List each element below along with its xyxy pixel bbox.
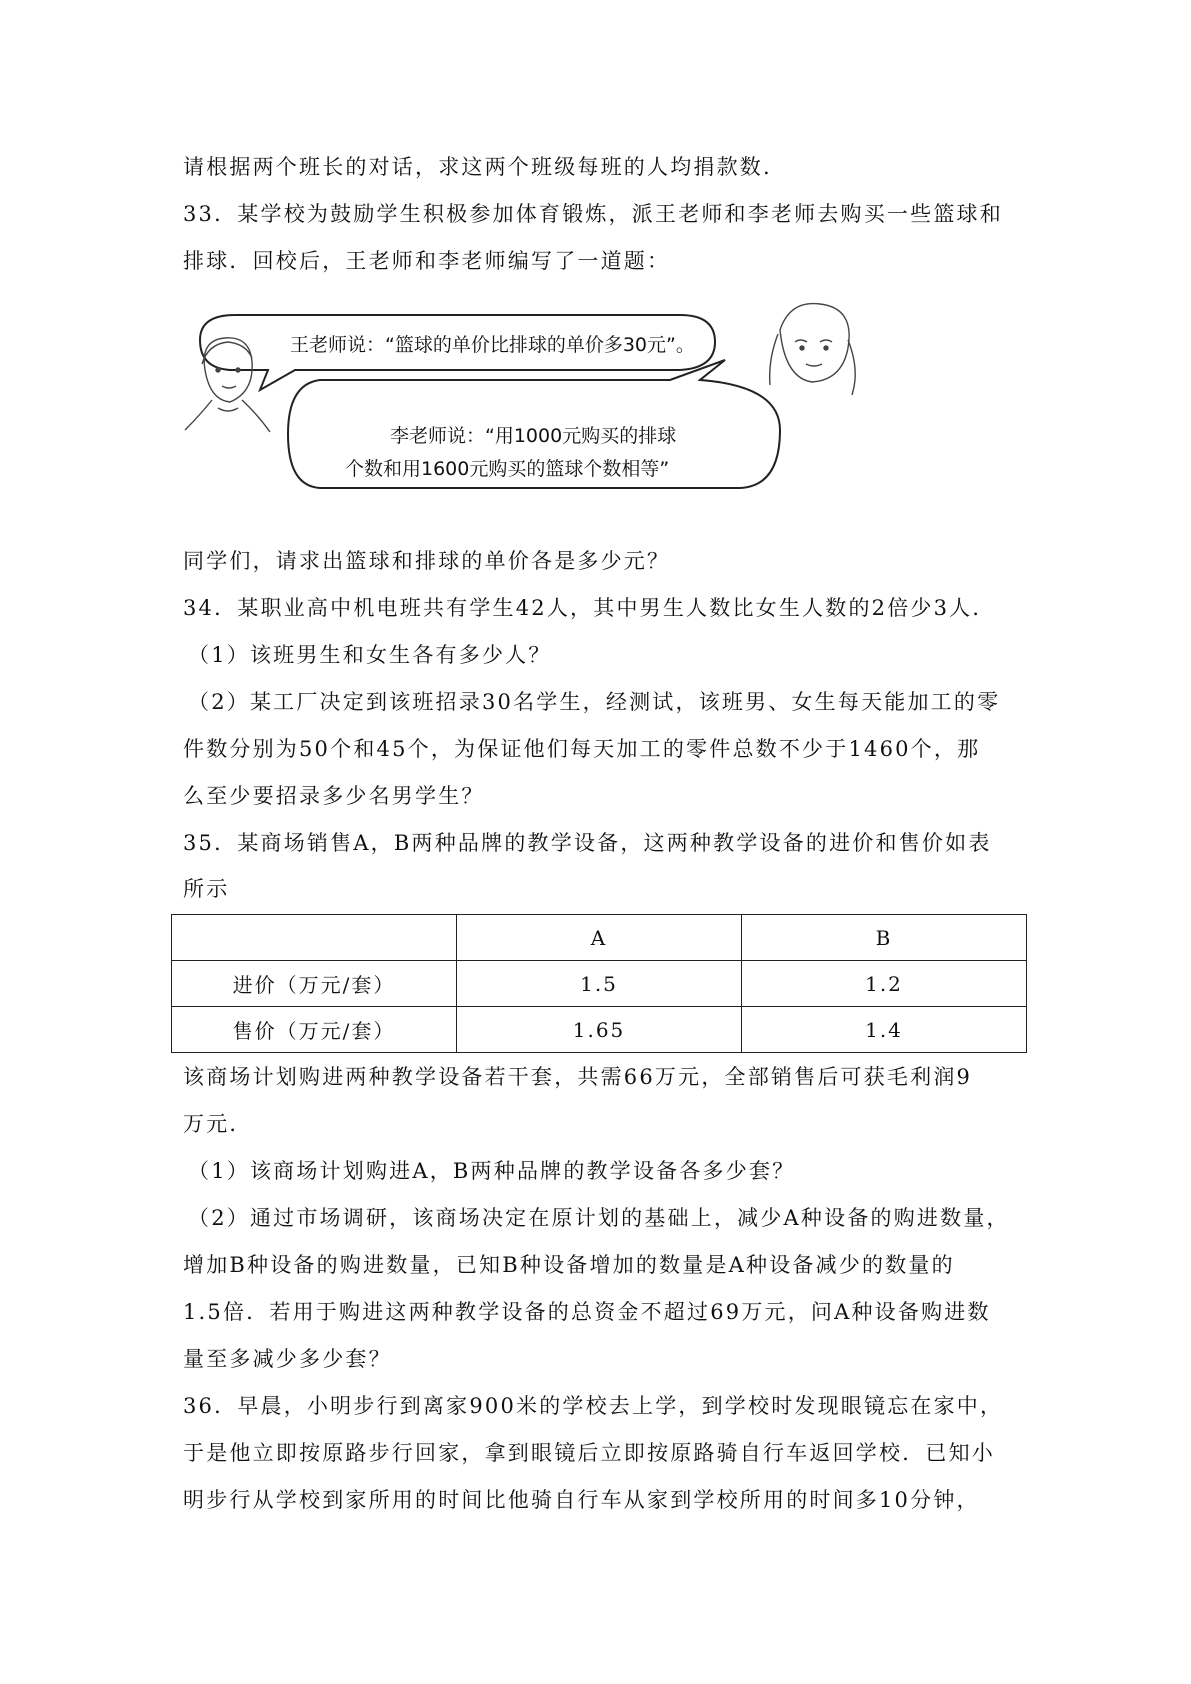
text-line: 排球．回校后，王老师和李老师编写了一道题： — [183, 249, 671, 273]
wang-says-text: 王老师说：“篮球的单价比排球的单价多30元”。 — [290, 334, 695, 356]
table-row — [172, 1007, 1027, 1053]
table-cell: 1.5 — [457, 961, 742, 1007]
question-34-part-2: （2）某工厂决定到该班招录30名学生，经测试，该班男、女生每天能加工的零 — [188, 690, 1001, 714]
question-35-part-2: （2）通过市场调研，该商场决定在原计划的基础上，减少A种设备的购进数量， — [188, 1206, 1010, 1230]
question-33-intro: 33．某学校为鼓励学生积极参加体育锻炼，派王老师和李老师去购买一些篮球和 — [183, 202, 1003, 226]
table-header-cell — [172, 915, 457, 961]
li-says-text-line1: 李老师说：“用1000元购买的排球 — [390, 425, 677, 447]
text-line: 1.5倍．若用于购进这两种教学设备的总资金不超过69万元，问A种设备购进数 — [183, 1300, 991, 1324]
text-line: 明步行从学校到家所用的时间比他骑自行车从家到学校所用的时间多10分钟， — [183, 1488, 980, 1512]
table-cell: 1.65 — [457, 1007, 742, 1053]
question-36-intro: 36．早晨，小明步行到离家900米的学校去上学，到学校时发现眼镜忘在家中， — [183, 1394, 1004, 1418]
text-line: 所示 — [183, 877, 230, 901]
question-34-intro: 34．某职业高中机电班共有学生42人，其中男生人数比女生人数的2倍少3人． — [183, 596, 996, 620]
table-header-cell: A — [457, 915, 742, 961]
li-says-text-line2: 个数和用1600元购买的篮球个数相等” — [345, 458, 670, 480]
question-35-intro: 35．某商场销售A，B两种品牌的教学设备，这两种教学设备的进价和售价如表 — [183, 831, 992, 855]
dialogue-illustration — [180, 300, 900, 530]
table-cell: 1.4 — [742, 1007, 1027, 1053]
text-line: 于是他立即按原路步行回家，拿到眼镜后立即按原路骑自行车返回学校．已知小 — [183, 1441, 995, 1465]
text-line: 量至多减少多少套？ — [183, 1347, 392, 1371]
table-header-cell: B — [742, 915, 1027, 961]
table-cell: 售价（万元/套） — [172, 1007, 457, 1053]
girl-figure — [770, 304, 856, 395]
text-line: 么至少要招录多少名男学生？ — [183, 784, 485, 808]
text-line: 万元． — [183, 1112, 253, 1136]
text-line: 该商场计划购进两种教学设备若干套，共需66万元，全部销售后可获毛利润9 — [183, 1065, 973, 1089]
question-34-part-1: （1）该班男生和女生各有多少人？ — [188, 643, 552, 667]
question-35-part-1: （1）该商场计划购进A，B两种品牌的教学设备各多少套？ — [188, 1159, 796, 1183]
price-table — [171, 914, 1027, 1053]
table-header-row — [172, 915, 1027, 961]
table-cell: 进价（万元/套） — [172, 961, 457, 1007]
text-line: 请根据两个班长的对话，求这两个班级每班的人均捐款数. — [183, 155, 772, 179]
text-line: 同学们，请求出篮球和排球的单价各是多少元？ — [183, 549, 671, 573]
text-line: 件数分别为50个和45个，为保证他们每天加工的零件总数不少于1460个，那 — [183, 737, 981, 761]
text-line: 增加B种设备的购进数量，已知B种设备增加的数量是A种设备减少的数量的 — [183, 1253, 955, 1277]
table-cell: 1.2 — [742, 961, 1027, 1007]
table-row — [172, 961, 1027, 1007]
